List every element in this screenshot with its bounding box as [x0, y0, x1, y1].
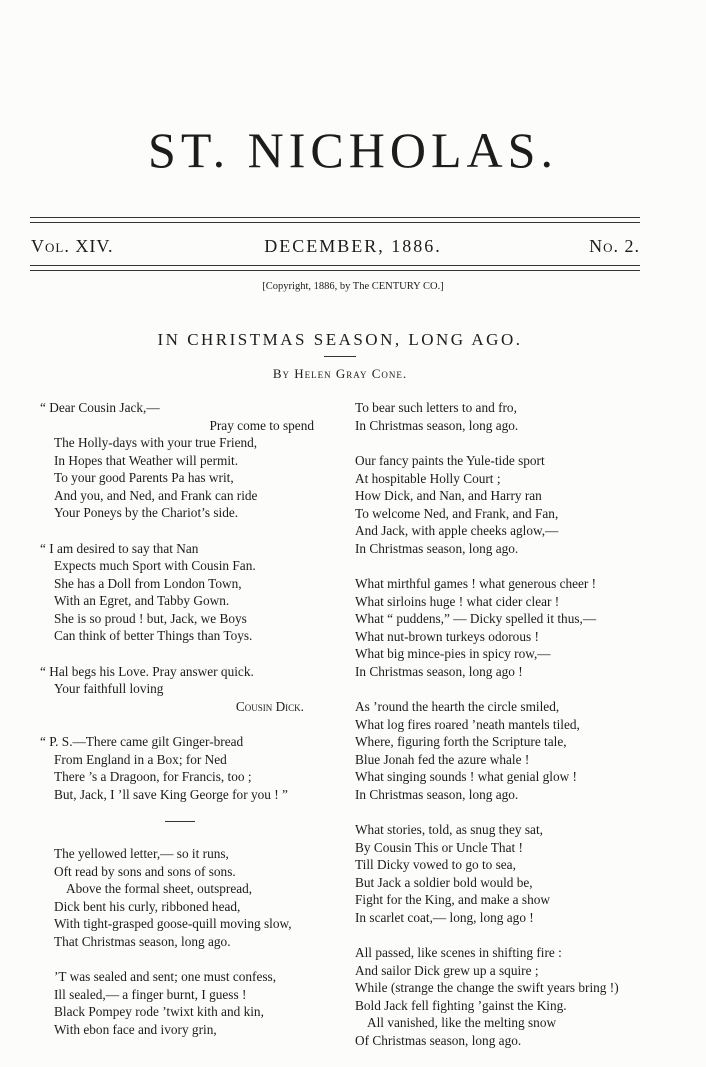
- poem-column-left: [40, 399, 320, 1056]
- verse-line: To bear such letters to and fro,: [355, 400, 517, 415]
- verse-line: In Christmas season, long ago.: [355, 417, 519, 433]
- stanza: [40, 399, 320, 522]
- verse-line: She has a Doll from London Town,: [54, 575, 242, 591]
- verse-line: Can think of better Things than Toys.: [54, 628, 253, 643]
- verse-line: ’T was sealed and sent; one must confess,: [54, 969, 277, 984]
- letter-signature: Cousin Dick.: [235, 698, 304, 714]
- verse-line: By Cousin This or Uncle That !: [355, 839, 523, 855]
- poem-column-right: [341, 399, 661, 1067]
- verse-line: What mirthful games ! what generous cheer !: [355, 576, 597, 591]
- verse-line: With ebon face and ivory grin,: [54, 1021, 217, 1037]
- verse-line: Above the formal sheet, outspread,: [66, 881, 253, 896]
- verse-line: “ P. S.—There came gilt Ginger-bread: [40, 734, 244, 749]
- verse-line: But Jack a soldier bold would be,: [355, 874, 533, 890]
- verse-line: At hospitable Holly Court ;: [355, 470, 501, 486]
- verse-line: Expects much Sport with Cousin Fan.: [54, 558, 256, 573]
- verse-line: In Hopes that Weather will permit.: [54, 452, 239, 468]
- copyright-notice: [Copyright, 1886, by The CENTURY CO.]: [262, 281, 444, 292]
- stanza: [341, 452, 661, 557]
- poem-byline: By Helen Gray Cone.: [272, 366, 408, 381]
- verse-line: There ’s a Dragoon, for Francis, too ;: [54, 769, 252, 784]
- verse-line: All vanished, like the melting snow: [367, 1015, 557, 1030]
- verse-line: The Holly-days with your true Friend,: [54, 435, 258, 450]
- verse-line: Ill sealed,— a finger burnt, I guess !: [54, 986, 247, 1002]
- verse-line: Your faithfull loving: [54, 681, 164, 696]
- header-rule-top: [30, 217, 640, 218]
- verse-line: In Christmas season, long ago !: [355, 663, 523, 679]
- verse-line: Our fancy paints the Yule-tide sport: [355, 453, 545, 468]
- stanza: [40, 663, 320, 716]
- verse-line: Till Dicky vowed to go to sea,: [355, 857, 516, 872]
- header-rule-bottom: [30, 265, 640, 266]
- verse-line: Oft read by sons and sons of sons.: [54, 863, 236, 879]
- verse-line: And Jack, with apple cheeks aglow,—: [355, 523, 559, 538]
- verse-line: Your Poneys by the Chariot’s side.: [54, 505, 239, 520]
- verse-line: To your good Parents Pa has writ,: [54, 470, 234, 485]
- masthead-title: ST. NICHOLAS.: [148, 122, 558, 178]
- issue-number: No. 2.: [589, 236, 640, 256]
- section-divider: [165, 821, 195, 822]
- verse-line: Black Pompey rode ’twixt kith and kin,: [54, 1004, 264, 1019]
- stanza: [341, 575, 661, 680]
- issue-date: DECEMBER, 1886.: [264, 236, 442, 256]
- title-divider: [324, 356, 356, 357]
- header-rule-bottom-double: [30, 270, 640, 271]
- stanza: [40, 540, 320, 645]
- verse-line: She is so proud ! but, Jack, we Boys: [54, 610, 247, 626]
- verse-line: All passed, like scenes in shifting fire :: [355, 945, 562, 960]
- stanza: [40, 733, 320, 803]
- stanza: [40, 845, 320, 950]
- verse-line: “ I am desired to say that Nan: [40, 540, 199, 556]
- verse-line: What big mince-pies in spicy row,—: [355, 646, 551, 661]
- header-rule-top-double: [30, 222, 640, 223]
- verse-line: From England in a Box; for Ned: [54, 751, 227, 767]
- poem-title: IN CHRISTMAS SEASON, LONG AGO.: [157, 330, 523, 349]
- verse-line: “ Hal begs his Love. Pray answer quick.: [40, 663, 254, 679]
- verse-line: What singing sounds ! what genial glow !: [355, 769, 577, 784]
- verse-line: And you, and Ned, and Frank can ride: [54, 487, 258, 503]
- stanza: [341, 698, 661, 803]
- verse-line: Bold Jack fell fighting ’gainst the King.: [355, 997, 567, 1013]
- stanza: [341, 944, 661, 1049]
- verse-line: And sailor Dick grew up a squire ;: [355, 962, 539, 978]
- verse-line: Where, figuring forth the Scripture tale,: [355, 734, 567, 749]
- verse-line: That Christmas season, long ago.: [54, 933, 231, 949]
- verse-line: What sirloins huge ! what cider clear !: [355, 593, 560, 609]
- verse-line: Of Christmas season, long ago.: [355, 1032, 522, 1048]
- verse-line: How Dick, and Nan, and Harry ran: [355, 488, 542, 503]
- verse-line: The yellowed letter,— so it runs,: [54, 846, 229, 861]
- verse-line: In scarlet coat,— long, long ago !: [355, 909, 534, 925]
- stanza: [341, 821, 661, 926]
- volume-label: Vol. XIV.: [31, 236, 114, 256]
- verse-line: Blue Jonah fed the azure whale !: [355, 751, 530, 767]
- verse-line: Dick bent his curly, ribboned head,: [54, 898, 241, 914]
- verse-line: What nut-brown turkeys odorous !: [355, 628, 539, 644]
- verse-line: To welcome Ned, and Frank, and Fan,: [355, 505, 559, 521]
- verse-line: In Christmas season, long ago.: [355, 540, 519, 556]
- stanza: [341, 399, 661, 434]
- verse-line: With tight-grasped goose-quill moving slow,: [54, 916, 292, 931]
- verse-line: But, Jack, I ’ll save King George for you ! ”: [54, 786, 288, 802]
- verse-line: With an Egret, and Tabby Gown.: [54, 593, 230, 608]
- verse-line: Fight for the King, and make a show: [355, 892, 550, 907]
- verse-line: What stories, told, as snug they sat,: [355, 822, 543, 837]
- verse-line: “ Dear Cousin Jack,—: [40, 400, 160, 415]
- verse-line: What “ puddens,” — Dicky spelled it thus,—: [355, 611, 597, 626]
- verse-line: In Christmas season, long ago.: [355, 786, 519, 802]
- verse-line: Pray come to spend: [209, 417, 314, 433]
- stanza: [40, 968, 320, 1038]
- verse-line: While (strange the change the swift years bring !): [355, 980, 619, 995]
- verse-line: As ’round the hearth the circle smiled,: [355, 699, 560, 714]
- verse-line: What log fires roared ’neath mantels tiled,: [355, 716, 580, 732]
